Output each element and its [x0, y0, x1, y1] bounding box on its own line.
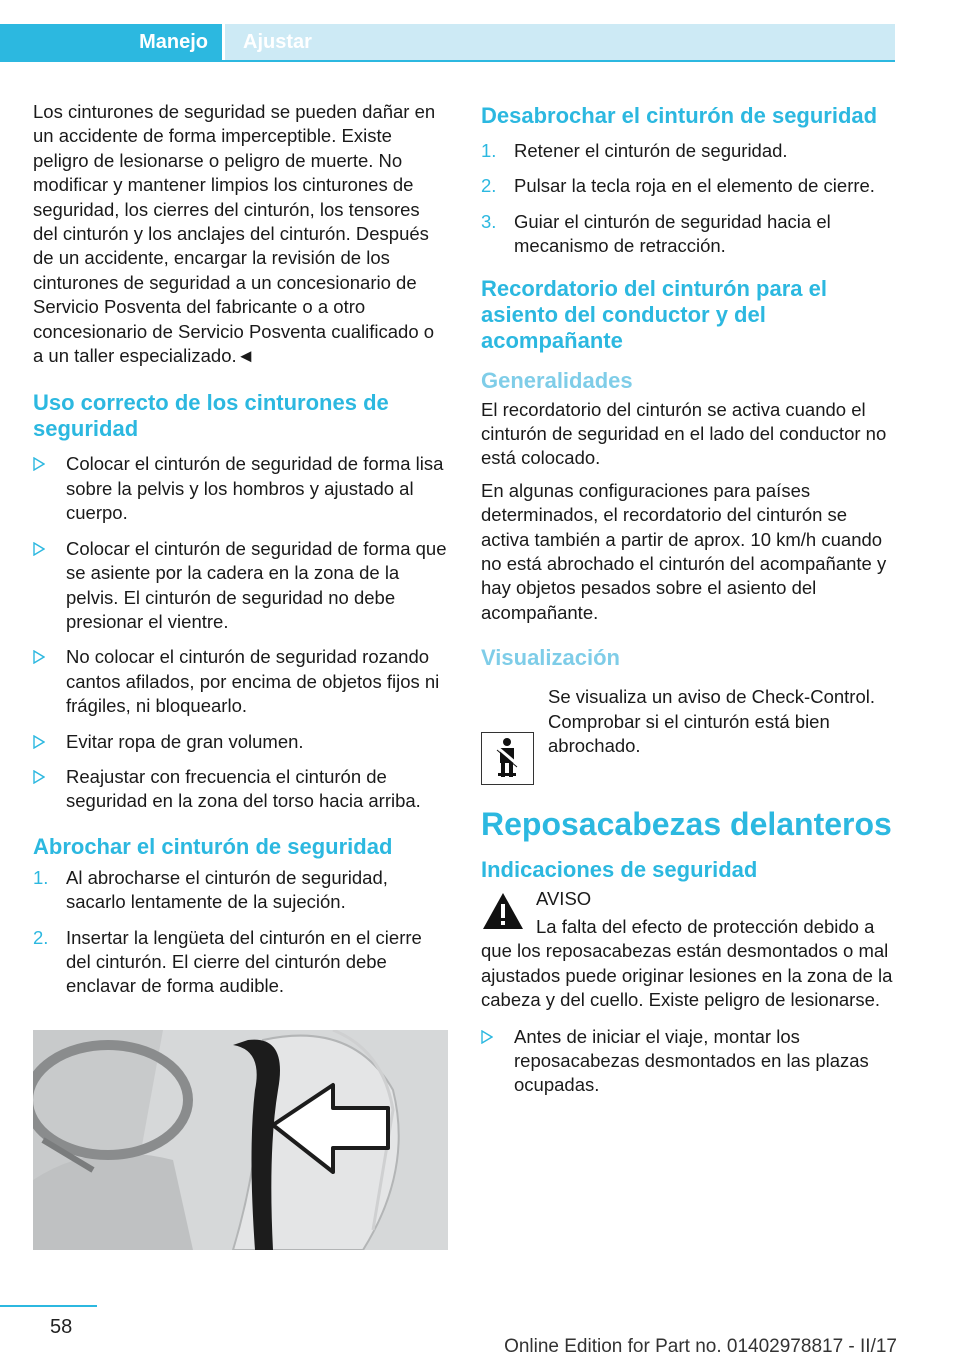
abrochar-step — [33, 926, 448, 999]
seatbelt-photo — [33, 1030, 448, 1250]
bullet-triangle-icon — [33, 452, 45, 477]
step-text: Insertar la lengüeta del cinturón en el cierre del cinturón. El cierre del cinturón debe enclavar de forma audible. — [66, 926, 422, 997]
uso-list-item: Evitar ropa de gran volumen. — [33, 730, 448, 754]
header-rule — [0, 60, 895, 62]
step-text: Al abrocharse el cinturón de seguridad, sacarlo lentamente de la sujeción. — [66, 866, 388, 913]
uso-list-item: Colocar el cinturón de seguridad de forma que se asiente por la cadera en la zona de la pelvis. El cinturón de seguridad no debe presionar el vientre. — [33, 537, 448, 635]
uso-list-item: No colocar el cinturón de seguridad rozando cantos afilados, por encima de objetos fijos ni frágiles, ni bloquearlo. — [33, 645, 448, 718]
reposacabezas-list-item: Antes de iniciar el viaje, montar los reposacabezas desmontados en las plazas ocupadas. — [481, 1025, 897, 1098]
desabrochar-heading: Desabrochar el cinturón de seguridad — [481, 103, 878, 128]
desabrochar-step — [481, 139, 897, 163]
recordatorio-heading: Recordatorio del cinturón para el asiento del conductor y del acompañante — [481, 275, 827, 353]
step-text: Pulsar la tecla roja en el elemento de cierre. — [514, 175, 875, 197]
bullet-triangle-icon — [33, 730, 45, 755]
tab-ajustar[interactable]: Ajustar — [225, 24, 895, 60]
generalidades-p1: El recordatorio del cinturón se activa cuando el cinturón de seguridad en el lado del conductor no está colocado. — [481, 398, 887, 469]
generalidades-p2: En algunas configuraciones para países determinados, el recordatorio del cinturón se activa también a partir de aprox. 10 km/h cuando no está abrochado el cinturón del acompañante y hay objetos pesados sobre el asiento del acompañante. — [481, 479, 887, 623]
step-number: 2. — [481, 175, 497, 197]
uso-heading: Uso correcto de los cinturones de seguridad — [33, 390, 389, 442]
desabrochar-steps — [481, 139, 897, 259]
abrochar-heading: Abrochar el cinturón de seguridad — [33, 833, 393, 859]
bullet-triangle-icon — [33, 765, 45, 790]
generalidades-heading: Generalidades — [481, 367, 633, 393]
abrochar-step — [33, 866, 448, 915]
car-interior-illustration — [33, 1030, 448, 1250]
bullet-triangle-icon — [33, 537, 45, 562]
reposacabezas-list — [481, 1025, 897, 1098]
visualizacion-text: Se visualiza un aviso de Check-Control. Comprobar si el cinturón está bien abrochado. — [548, 686, 875, 757]
right-column — [481, 100, 897, 1109]
footer-rule — [0, 1305, 97, 1307]
page-header — [0, 24, 895, 60]
tab-manejo[interactable]: Manejo — [0, 24, 222, 60]
uso-list-item: Colocar el cinturón de seguridad de forma lisa sobre la pelvis y los hombros y ajustado al cuerpo. — [33, 452, 448, 525]
page-number: 58 — [50, 1316, 73, 1338]
uso-list-item: Reajustar con frecuencia el cinturón de seguridad en la zona del torso hacia arriba. — [33, 765, 448, 814]
aviso-label: AVISO — [536, 887, 592, 909]
seatbelt-warning-icon — [481, 732, 534, 785]
step-number: 1. — [33, 866, 49, 888]
edition-footer: Online Edition for Part no. 01402978817 - II/17 — [504, 1336, 897, 1357]
uso-list — [33, 452, 448, 813]
bullet-triangle-icon — [481, 1025, 493, 1050]
indicaciones-heading: Indicaciones de seguridad — [481, 856, 758, 882]
intro-paragraph: Los cinturones de seguridad se pueden dañar en un accidente de forma imperceptible. Existe peligro de lesionarse o peligro de muerte. No modificar y mantener limpios los cinturones de seguridad, los cierres del cinturón, los tensores del cinturón y los anclajes del cinturón. Después de un accidente, encargar la revisión de los cinturones de seguridad a un concesionario de Servicio Posventa del fabricante o a otro concesionario de Servicio Posventa cualificado o a un taller especializado.◄ — [33, 101, 436, 367]
aviso-body: La falta del efecto de protección debido a que los reposacabezas están desmontados o mal ajustados puede originar lesiones en la zona de la cabeza y del cuello. Existe peligro de lesionarse. — [481, 915, 893, 1011]
step-number: 3. — [481, 210, 497, 232]
reposacabezas-heading: Reposacabezas delanteros — [481, 805, 892, 842]
bullet-triangle-icon — [33, 645, 45, 670]
aviso-text — [481, 915, 897, 1013]
step-text: Guiar el cinturón de seguridad hacia el mecanismo de retracción. — [514, 210, 831, 257]
desabrochar-step — [481, 174, 897, 198]
aviso-block — [481, 887, 897, 1013]
step-text: Retener el cinturón de seguridad. — [514, 140, 788, 161]
abrochar-steps — [33, 866, 448, 999]
step-number: 1. — [481, 140, 497, 161]
visualizacion-heading: Visualización — [481, 645, 620, 671]
desabrochar-step — [481, 210, 897, 259]
warning-triangle-icon — [481, 891, 525, 931]
step-number: 2. — [33, 926, 49, 948]
left-column — [33, 100, 448, 1010]
